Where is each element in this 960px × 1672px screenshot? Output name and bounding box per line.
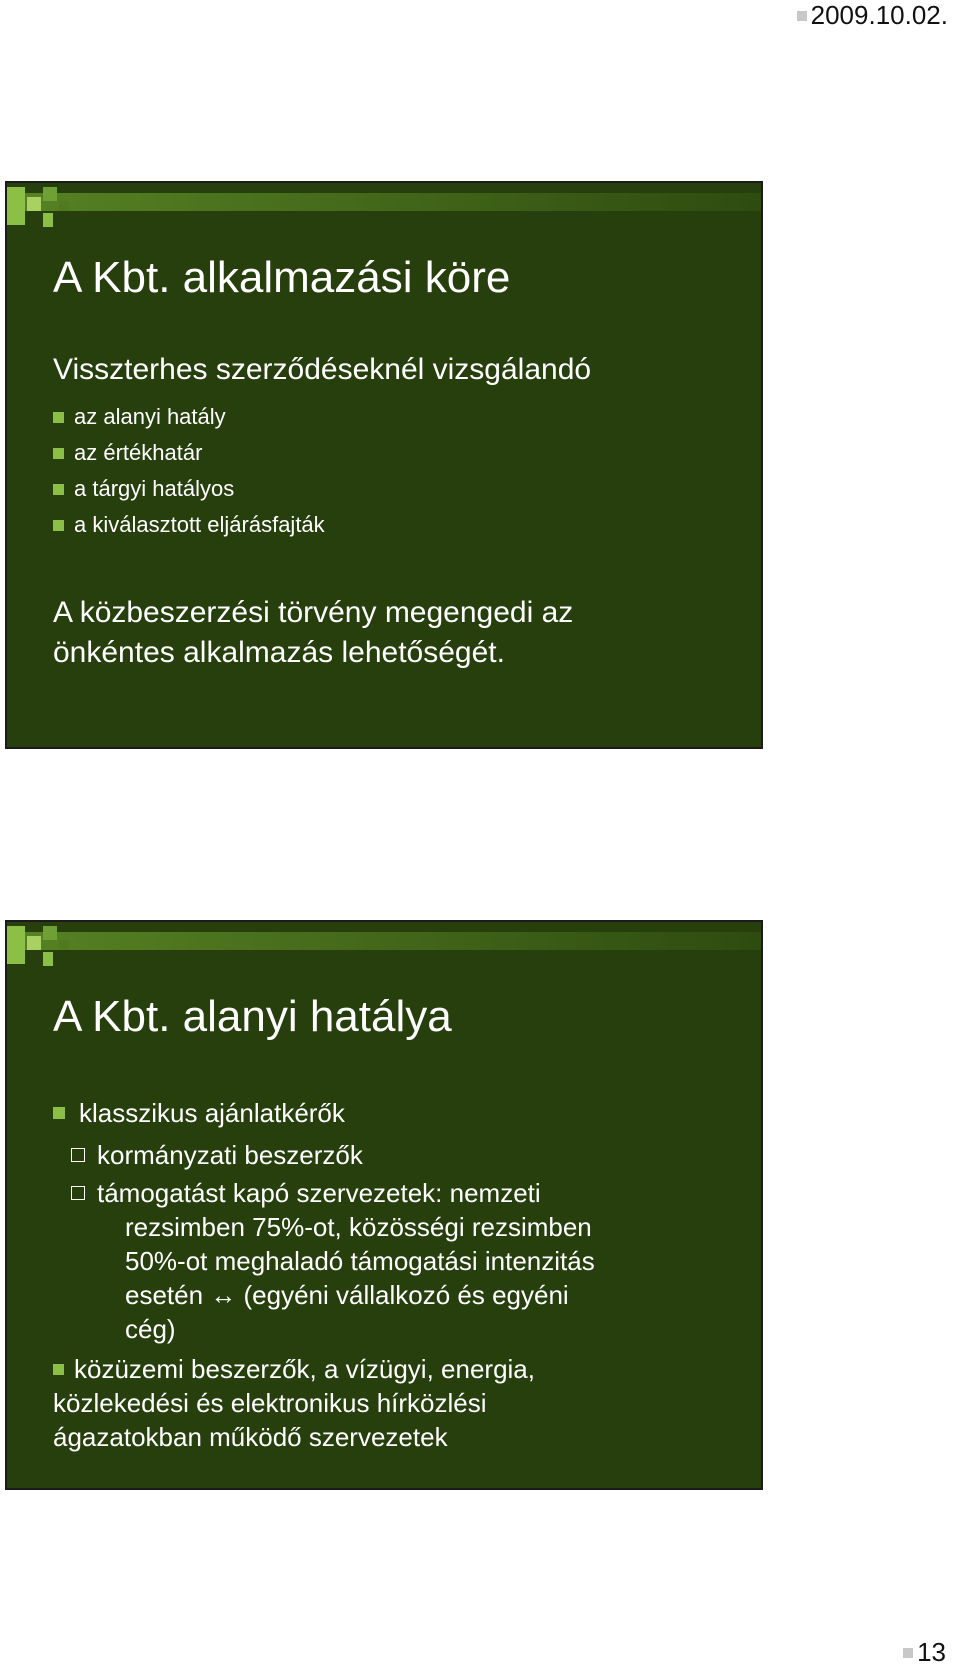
slide-title: A Kbt. alkalmazási köre xyxy=(53,253,511,302)
square-bullet-icon xyxy=(53,520,64,531)
slide-decoration xyxy=(7,922,763,970)
slide-decoration xyxy=(7,183,763,231)
paragraph-line: önkéntes alkalmazás lehetőségét. xyxy=(53,636,505,669)
list-item: klasszikus ajánlatkérők xyxy=(53,1092,743,1134)
bullet-list xyxy=(53,399,325,543)
page-date xyxy=(797,0,948,31)
slide-subheading: Visszterhes szerződéseknél vizsgálandó xyxy=(53,353,592,386)
paragraph-line: A közbeszerzési törvény megengedi az xyxy=(53,596,574,629)
list-item: az alanyi hatály xyxy=(53,399,325,435)
slide-1 xyxy=(5,181,763,749)
date-text: 2009.10.02. xyxy=(810,0,948,30)
slide-title: A Kbt. alanyi hatálya xyxy=(53,992,452,1041)
square-bullet-icon xyxy=(53,484,64,495)
bullet-icon xyxy=(797,11,807,21)
list-item: az értékhatár xyxy=(53,435,325,471)
hollow-square-bullet-icon xyxy=(71,1148,85,1162)
slide-paragraph xyxy=(53,593,573,673)
list-item: közüzemi beszerzők, a vízügyi, energia, közlekedési és elektronikus hírközlési ágazatokban működő szervezetek xyxy=(53,1354,535,1452)
sub-list-item: támogatást kapó szervezetek: nemzeti rezsimben 75%-ot, közösségi rezsimben 50%-ot meghaladó támogatási intenzitás esetén ↔ (egyéni vállalkozó és egyéni cég) xyxy=(53,1176,743,1346)
list-item: a kiválasztott eljárásfajták xyxy=(53,507,325,543)
square-bullet-icon xyxy=(53,1107,65,1119)
square-bullet-icon xyxy=(53,1364,64,1375)
sub-list-item: kormányzati beszerzők xyxy=(53,1134,743,1176)
page-number: 13 xyxy=(903,1637,946,1668)
hollow-square-bullet-icon xyxy=(71,1186,85,1200)
square-bullet-icon xyxy=(53,448,64,459)
bullet-list xyxy=(53,1092,743,1454)
list-item: a tárgyi hatályos xyxy=(53,471,325,507)
slide-2 xyxy=(5,920,763,1490)
bullet-icon xyxy=(903,1648,913,1658)
square-bullet-icon xyxy=(53,412,64,423)
